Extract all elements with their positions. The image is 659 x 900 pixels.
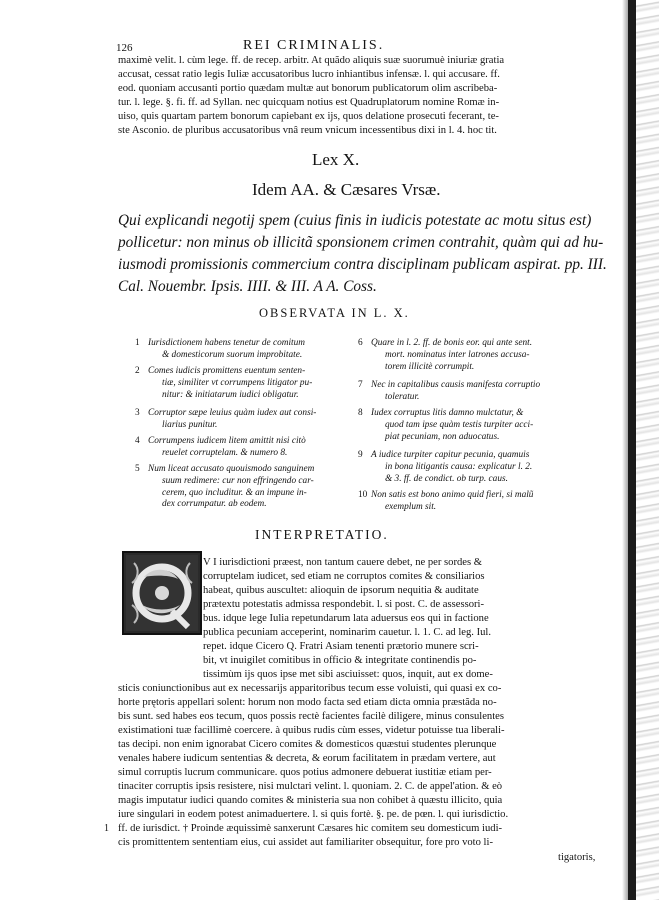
observata-line: dex corrumpatur. ab eodem. bbox=[162, 499, 267, 510]
intro-line: tur. l. lege. §. fi. ff. ad Syllan. nec quicquam notius est Quadruplatorum nomine Romæ in- bbox=[118, 97, 500, 108]
interpretatio-line: venales habere iudicum sententias & decreta, & eorum facilitatem in prædam vertere, aut bbox=[118, 753, 496, 764]
interpretatio-line: repet. idque Cicero Q. Fratri Asiam tenenti prætorio munere scri- bbox=[203, 641, 479, 652]
catchword: tigatoris, bbox=[558, 852, 596, 863]
observata-item bbox=[358, 408, 534, 443]
interpretatio-line: habeat, quibus auscultet: alioquin de ipsorum nequitia & auditate bbox=[203, 585, 479, 596]
interpretatio-line: publica pecuniam acceperint, nominarim cauetur. l. 1. C. ad leg. Iul. bbox=[203, 627, 491, 638]
observata-line: Num liceat accusato quouismodo sanguinem bbox=[148, 464, 315, 474]
interpretatio-line: cis promittentem sententiam eius, cui assidet aut familiariter obsequitur, fore pro voto li- bbox=[118, 837, 493, 848]
observata-item bbox=[358, 450, 533, 485]
observata-item bbox=[135, 366, 313, 401]
observata-line: Iudex corruptus litis damno mulctatur, & bbox=[371, 408, 524, 418]
margin-marker: 1 bbox=[104, 823, 109, 834]
observata-number: 7 bbox=[358, 380, 363, 390]
interpretatio-line: iure singulari in eodem potest animaduertere. l. si quis fortè. §. pe. de pœn. l. qui iurisdictio. bbox=[118, 809, 509, 820]
observata-line: Quare in l. 2. ff. de bonis eor. qui ante sent. bbox=[371, 338, 533, 348]
observata-line: & domesticorum suorum improbitate. bbox=[162, 349, 303, 360]
observata-line: A iudice turpiter capitur pecunia, quamuis bbox=[371, 450, 530, 460]
observata-line: exemplum sit. bbox=[385, 501, 437, 512]
observata-line: mort. nominatus inter latrones accusa- bbox=[385, 349, 530, 360]
facing-page-bleed bbox=[636, 0, 659, 900]
lex-text-line: pollicetur: non minus ob illicitã sponsionem crimen contrahit, quàm qui ad hu- bbox=[118, 234, 604, 251]
observata-item bbox=[358, 380, 541, 404]
observata-number: 10 bbox=[358, 490, 368, 500]
observata-line: Comes iudicis promittens euentum senten- bbox=[148, 366, 306, 376]
observata-line: quod tam ipse quàm testis turpiter acci- bbox=[385, 419, 534, 430]
interpretatio-line: bit, vt inuigilet comitibus in officio & integritate continendis po- bbox=[203, 655, 477, 666]
lex-text-line: Cal. Nouembr. Ipsis. IIII. & III. A A. Coss. bbox=[118, 278, 377, 295]
interpretatio-line: ff. de iurisdict. † Proinde æquissimè sanxerunt Cæsares hic comitem seu domesticum iudi- bbox=[118, 823, 503, 834]
intro-line: accusat, cessat ratio legis Iuliæ accusatoribus lucro inhiantibus infensæ. l. qui accusare. ff. bbox=[118, 69, 500, 80]
interpretatio-line: tissimùm ijs quos ipse met sibi asciuisset: quos, inquit, aut ex dome- bbox=[203, 669, 493, 680]
interpretatio-line: horte prętoris appellari solent: horum non modo facta sed etiam dicta omnia præstãda no- bbox=[118, 697, 497, 708]
interpretatio-line: simul corruptis lucrum communicare. quos potius admonere debuerat iustitiæ etiam per- bbox=[118, 767, 492, 778]
observata-item bbox=[135, 464, 315, 511]
observata-number: 9 bbox=[358, 450, 363, 460]
lex-text-line: iusmodi promissionis commercium contra disciplinam publicam aspirat. pp. III. bbox=[118, 256, 607, 273]
intro-line: uiso, quis quartam partem bonorum capiebant ex ijs, quos delatione prosecuti fecerant, te- bbox=[118, 111, 499, 122]
observata-item bbox=[135, 436, 306, 460]
observata-number: 3 bbox=[135, 408, 140, 418]
observata-line: toleratur. bbox=[385, 391, 420, 402]
interpretatio-line: existimationi tuæ facillimè coercere. à quibus rudis cùm esses, videtur potuisse tua liberali- bbox=[118, 725, 505, 736]
page-number: 126 bbox=[116, 42, 133, 54]
observata-line: suum redimere: cur non effringendo car- bbox=[162, 475, 314, 486]
intro-line: maximè velit. l. cùm lege. ff. de recep. arbitr. At quãdo aliquis suæ suorumuè iniuriæ gratia bbox=[118, 55, 505, 66]
lex-text-line: Qui explicandi negotij spem (cuius finis in iudicis potestate ac motu situs est) bbox=[118, 212, 592, 229]
interpretatio-line: prætextu potestatis admissa respondebit. l. si post. C. de assessori- bbox=[203, 599, 484, 610]
observata-item bbox=[358, 338, 533, 373]
intro-line: eod. quoniam accusanti portio quædam multæ aut bonorum publicatorum olim ascribeba- bbox=[118, 83, 498, 94]
interpretatio-line: V I iurisdictioni præest, non tantum cauere debet, ne per sordes & bbox=[203, 557, 482, 568]
intro-line: ste Asconio. de pluribus accusatoribus vnâ reum vnicum incessentibus dixi in l. 4. hoc tit. bbox=[118, 125, 497, 136]
observata-line: Nec in capitalibus causis manifesta corruptio bbox=[371, 380, 541, 390]
interpretatio-line: tas decipi. non enim ignorabat Cicero comites & domesticos quæstui studentes plerunque bbox=[118, 739, 497, 750]
observata-line: Corrumpens iudicem litem amittit nisi citò bbox=[148, 436, 306, 446]
interpretatio-title: INTERPRETATIO. bbox=[255, 527, 389, 542]
observata-line: liarius punitur. bbox=[162, 419, 218, 430]
interpretatio-line: corruptelam iudicet, sed etiam ne corruptos comites & consiliarios bbox=[203, 571, 485, 582]
observata-line: cerem, quo includitur. & an impune in- bbox=[162, 487, 307, 498]
observata-line: torem illicitè corrumpit. bbox=[385, 361, 475, 372]
observata-line: reuelet corruptelam. & numero 8. bbox=[162, 447, 288, 458]
observata-line: & 3. ff. de condict. ob turp. caus. bbox=[385, 473, 508, 484]
observata-line: Non satis est bono animo quid fieri, si malũ bbox=[371, 490, 534, 500]
interpretatio-line: bus. idque lege Iulia repetundarum lata aduersus eos qui in factione bbox=[203, 613, 489, 624]
observata-number: 4 bbox=[135, 436, 140, 446]
lex-title: Lex X. bbox=[312, 150, 360, 169]
observata-number: 1 bbox=[135, 338, 140, 348]
book-gutter bbox=[628, 0, 636, 900]
dropcap-letter bbox=[124, 633, 125, 634]
observata-line: tiæ, similiter vt corrumpens litigator pu- bbox=[162, 377, 313, 388]
observata-number: 6 bbox=[358, 338, 363, 348]
observata-line: Corruptor sæpe leuius quàm iudex aut consi- bbox=[148, 408, 317, 418]
interpretatio-line: bis sunt. sed habes eos tecum, quos possis rectè facientes facilè diligere, minus consulentes bbox=[118, 711, 504, 722]
observata-line: piat pecuniam, non aduocatus. bbox=[385, 431, 500, 442]
observata-item bbox=[135, 338, 305, 362]
observata-item bbox=[135, 408, 317, 432]
observata-number: 2 bbox=[135, 366, 140, 376]
observata-title: OBSERVATA IN L. X. bbox=[259, 306, 410, 320]
interpretatio-line: tinaciter corruptis ipsis resistere, nisi mulctari velint. l. quoniam. 2. C. de appel'ation. & eò bbox=[118, 781, 503, 792]
observata-item bbox=[358, 490, 534, 514]
observata-number: 8 bbox=[358, 408, 363, 418]
dropcap-ornament bbox=[122, 551, 202, 635]
observata-line: in bona litigantis causa: explicatur l. 2. bbox=[385, 461, 533, 472]
running-head: REI CRIMINALIS. bbox=[243, 38, 385, 53]
interpretatio-line: sticis coniunctionibus aut ex necessarijs apparitoribus tecum esse voluisti, qui quasi ex co- bbox=[118, 683, 502, 694]
observata-number: 5 bbox=[135, 464, 140, 474]
observata-line: Iurisdictionem habens tenetur de comitum bbox=[148, 338, 305, 348]
observata-line: nitur: & initiatarum iudici obligatur. bbox=[162, 389, 299, 400]
floral-ornament-icon bbox=[124, 553, 200, 633]
interpretatio-line: magis imputatur iudici quando comites & ministeria sua non cohibet à quæstu illicito, quia bbox=[118, 795, 503, 806]
lex-subtitle: Idem AA. & Cæsares Vrsæ. bbox=[252, 180, 441, 199]
